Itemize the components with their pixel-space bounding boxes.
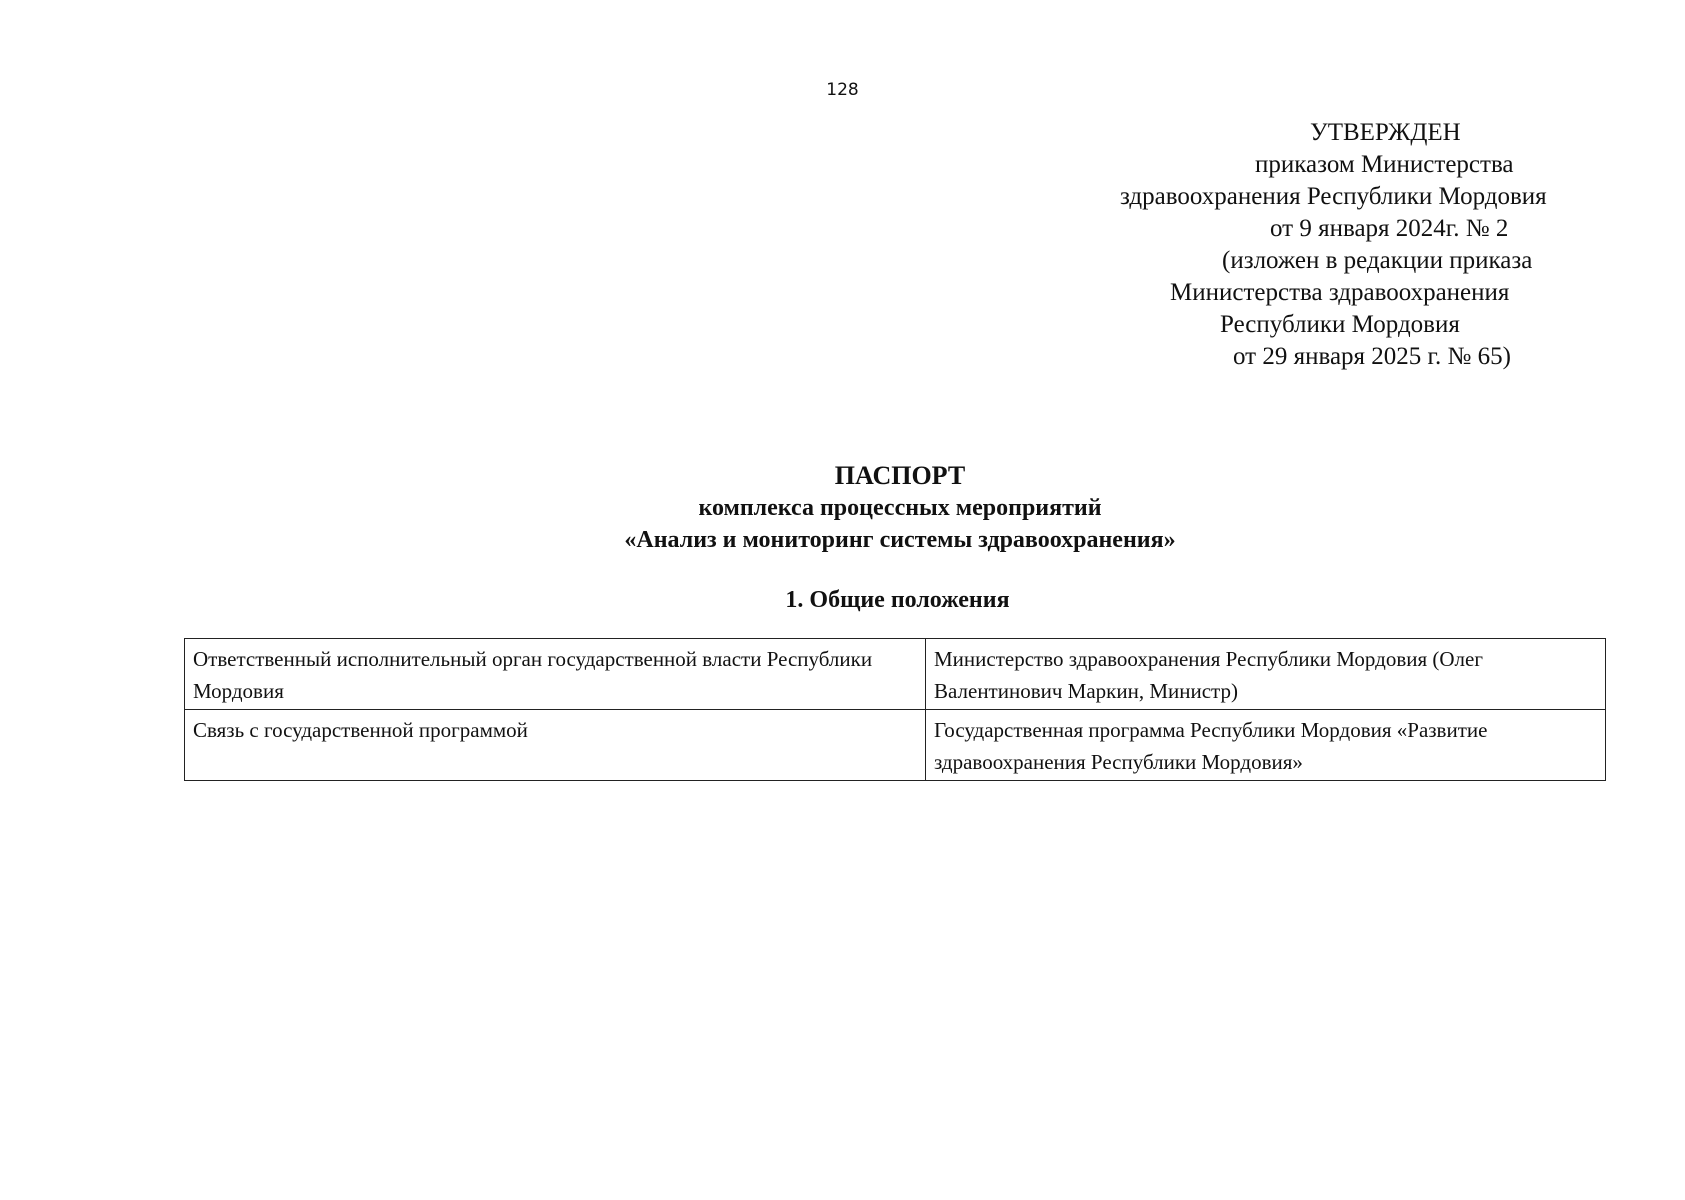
approval-line-revision-republic: Республики Мордовия: [1220, 311, 1460, 338]
table-cell-label: Связь с государственной программой: [185, 710, 926, 781]
table-cell-value: Министерство здравоохранения Республики Мордовия (Олег Валентинович Маркин, Министр): [926, 639, 1606, 710]
document-title: [0, 460, 1685, 556]
approval-line-date: от 9 января 2024г. № 2: [1270, 215, 1509, 242]
title-complex: комплекса процессных мероприятий: [698, 495, 1102, 521]
general-provisions-table: [184, 638, 1606, 781]
table-cell-label: Ответственный исполнительный орган государственной власти Республики Мордовия: [185, 639, 926, 710]
approval-line-approved: УТВЕРЖДЕН: [1310, 119, 1461, 146]
approval-line-ministry: здравоохранения Республики Мордовия: [1120, 183, 1547, 210]
approval-line-order: приказом Министерства: [1255, 151, 1514, 178]
approval-block: [1100, 117, 1620, 373]
section-title: 1. Общие положения: [785, 587, 1010, 613]
approval-line-revision: (изложен в редакции приказа: [1222, 247, 1533, 274]
title-passport: ПАСПОРТ: [834, 461, 966, 490]
title-name: «Анализ и мониторинг системы здравоохранения»: [624, 527, 1176, 553]
table-row: [185, 710, 1606, 781]
page-number: 128: [826, 80, 859, 100]
approval-line-revision-date: от 29 января 2025 г. № 65): [1233, 343, 1511, 370]
table-row: [185, 639, 1606, 710]
table-cell-value: Государственная программа Республики Мордовия «Развитие здравоохранения Республики Мордовия»: [926, 710, 1606, 781]
approval-line-revision-ministry: Министерства здравоохранения: [1170, 279, 1510, 306]
